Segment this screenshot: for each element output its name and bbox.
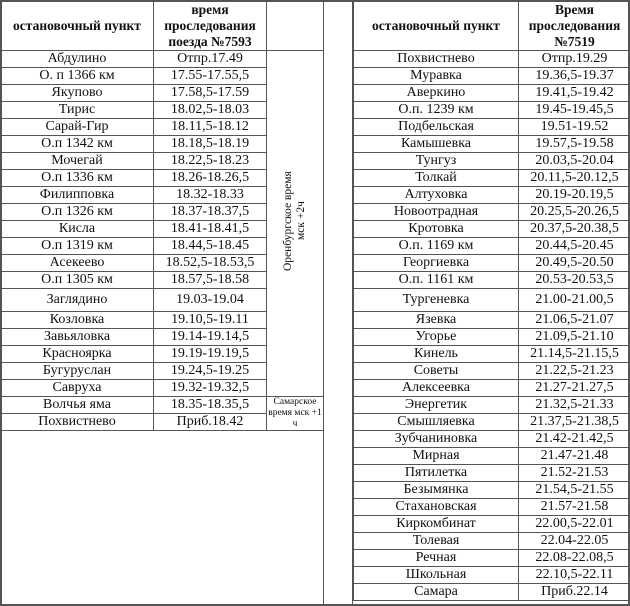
stop-name: Муравка [354, 68, 519, 85]
pass-time: 21.52-21.53 [519, 465, 630, 482]
pass-time: Отпр.19.29 [519, 51, 630, 68]
table-row [354, 550, 630, 567]
pass-time: Приб.18.42 [154, 414, 267, 431]
stop-name: Похвистнево [354, 51, 519, 68]
pass-time: 21.57-21.58 [519, 499, 630, 516]
stop-name: О.п 1342 км [1, 136, 154, 153]
pass-time: 19.14-19.14,5 [154, 329, 267, 346]
stop-name: Сарай-Гир [1, 119, 154, 136]
table-row [354, 85, 630, 102]
pass-time: 20.44,5-20.45 [519, 238, 630, 255]
stop-name: Мирная [354, 448, 519, 465]
pass-time: 20.11,5-20.12,5 [519, 170, 630, 187]
stop-name: О.п. 1239 км [354, 102, 519, 119]
table-row [354, 533, 630, 550]
pass-time: 18.11,5-18.12 [154, 119, 267, 136]
pass-time: 21.06,5-21.07 [519, 312, 630, 329]
stop-name: Пятилетка [354, 465, 519, 482]
train-7519-schedule-table [353, 0, 630, 601]
pass-time: 18.32-18.33 [154, 187, 267, 204]
pass-time: 20.25,5-20.26,5 [519, 204, 630, 221]
stop-name: Кисла [1, 221, 154, 238]
table-row [1, 51, 324, 68]
stop-name: Георгиевка [354, 255, 519, 272]
stop-name: О. п 1366 км [1, 68, 154, 85]
table-row [354, 312, 630, 329]
stop-name: Похвистнево [1, 414, 154, 431]
column-gap [323, 0, 353, 606]
pass-time: 21.54,5-21.55 [519, 482, 630, 499]
pass-time: 18.52,5-18.53,5 [154, 255, 267, 272]
pass-time: 19.24,5-19.25 [154, 363, 267, 380]
table-row [354, 465, 630, 482]
stop-name: Тирис [1, 102, 154, 119]
stop-name: Новоотрадная [354, 204, 519, 221]
stop-name: Школьная [354, 567, 519, 584]
pass-time: 19.41,5-19.42 [519, 85, 630, 102]
stop-name: Камышевка [354, 136, 519, 153]
table-row [354, 272, 630, 289]
stop-name: Советы [354, 363, 519, 380]
stop-name: Толевая [354, 533, 519, 550]
stop-name: Филипповка [1, 187, 154, 204]
header-stop: остановочный пункт [354, 1, 519, 51]
stop-name: Самара [354, 584, 519, 601]
pass-time: 20.03,5-20.04 [519, 153, 630, 170]
pass-time: 21.00-21.00,5 [519, 289, 630, 312]
stop-name: Киркомбинат [354, 516, 519, 533]
table-row [354, 289, 630, 312]
header-time: Время проследования №7519 [519, 1, 630, 51]
stop-name: Безымянка [354, 482, 519, 499]
pass-time: 21.09,5-21.10 [519, 329, 630, 346]
stop-name: Тургеневка [354, 289, 519, 312]
stop-name: Смышляевка [354, 414, 519, 431]
stop-name: Завьяловка [1, 329, 154, 346]
pass-time: 21.42-21.42,5 [519, 431, 630, 448]
pass-time: 19.51-19.52 [519, 119, 630, 136]
table-row [354, 102, 630, 119]
stop-name: Савруха [1, 380, 154, 397]
pass-time: 21.27-21.27,5 [519, 380, 630, 397]
pass-time: 18.22,5-18.23 [154, 153, 267, 170]
table-row [354, 431, 630, 448]
stop-name: Волчья яма [1, 397, 154, 414]
stop-name: Угорье [354, 329, 519, 346]
table-row [354, 329, 630, 346]
header-stop: остановочный пункт [1, 1, 154, 51]
pass-time: 18.41-18.41,5 [154, 221, 267, 238]
orenburg-time-label: Оренбургское время мск +2ч [282, 171, 307, 271]
pass-time: 19.57,5-19.58 [519, 136, 630, 153]
stop-name: Асекеево [1, 255, 154, 272]
table-row [354, 255, 630, 272]
table-row [354, 204, 630, 221]
pass-time: 21.22,5-21.23 [519, 363, 630, 380]
table-row [354, 584, 630, 601]
stop-name: О.п. 1161 км [354, 272, 519, 289]
stop-name: Якупово [1, 85, 154, 102]
table-row [354, 482, 630, 499]
table-row [354, 119, 630, 136]
pass-time: 21.37,5-21.38,5 [519, 414, 630, 431]
table-row [354, 516, 630, 533]
stop-name: Подбельская [354, 119, 519, 136]
pass-time: 20.49,5-20.50 [519, 255, 630, 272]
stop-name: Стахановская [354, 499, 519, 516]
pass-time: 20.19-20.19,5 [519, 187, 630, 204]
table-row [354, 397, 630, 414]
table-row [354, 221, 630, 238]
stop-name: Зубчаниновка [354, 431, 519, 448]
stop-name: Заглядино [1, 289, 154, 312]
pass-time: 22.00,5-22.01 [519, 516, 630, 533]
pass-time: 21.32,5-21.33 [519, 397, 630, 414]
stop-name: Красноярка [1, 346, 154, 363]
pass-time: 19.03-19.04 [154, 289, 267, 312]
table-row [354, 380, 630, 397]
stop-name: Язевка [354, 312, 519, 329]
pass-time: 20.53-20.53,5 [519, 272, 630, 289]
table-row [354, 187, 630, 204]
pass-time: Приб.22.14 [519, 584, 630, 601]
table-row [354, 238, 630, 255]
stop-name: Аверкино [354, 85, 519, 102]
pass-time: 21.14,5-21.15,5 [519, 346, 630, 363]
stop-name: Абдулино [1, 51, 154, 68]
pass-time: 18.37-18.37,5 [154, 204, 267, 221]
train-7593-schedule-table [0, 0, 324, 431]
table-row [354, 414, 630, 431]
stop-name: О.п 1305 км [1, 272, 154, 289]
pass-time: 19.45-19.45,5 [519, 102, 630, 119]
pass-time: 19.36,5-19.37 [519, 68, 630, 85]
table-row [354, 51, 630, 68]
table-row [354, 68, 630, 85]
stop-name: Козловка [1, 312, 154, 329]
stop-name: Алексеевка [354, 380, 519, 397]
table-row [354, 448, 630, 465]
table-row [354, 170, 630, 187]
table-header-row [354, 1, 630, 51]
table-row [354, 346, 630, 363]
header-zone-empty [267, 1, 324, 51]
stop-name: О.п 1336 км [1, 170, 154, 187]
stop-name: Кинель [354, 346, 519, 363]
header-time: время проследования поезда №7593 [154, 1, 267, 51]
stop-name: Энергетик [354, 397, 519, 414]
samara-time-note: Самарское время мск +1 ч [268, 397, 322, 429]
pass-time: 19.10,5-19.11 [154, 312, 267, 329]
pass-time: 22.08-22.08,5 [519, 550, 630, 567]
pass-time: 20.37,5-20.38,5 [519, 221, 630, 238]
stop-name: Кротовка [354, 221, 519, 238]
table-row [354, 153, 630, 170]
table-row [354, 136, 630, 153]
pass-time: 18.02,5-18.03 [154, 102, 267, 119]
pass-time: 17.58,5-17.59 [154, 85, 267, 102]
stop-name: О.п. 1169 км [354, 238, 519, 255]
stop-name: Алтуховка [354, 187, 519, 204]
pass-time: 18.18,5-18.19 [154, 136, 267, 153]
table-row [1, 397, 324, 414]
table-row [354, 499, 630, 516]
pass-time: Отпр.17.49 [154, 51, 267, 68]
pass-time: 19.19-19.19,5 [154, 346, 267, 363]
stop-name: Толкай [354, 170, 519, 187]
table-header-row [1, 1, 324, 51]
pass-time: 17.55-17.55,5 [154, 68, 267, 85]
pass-time: 18.26-18.26,5 [154, 170, 267, 187]
stop-name: Бугуруслан [1, 363, 154, 380]
pass-time: 22.04-22.05 [519, 533, 630, 550]
table-row [354, 567, 630, 584]
pass-time: 21.47-21.48 [519, 448, 630, 465]
pass-time: 22.10,5-22.11 [519, 567, 630, 584]
pass-time: 18.35-18.35,5 [154, 397, 267, 414]
orenburg-time-note [267, 51, 324, 397]
table-row [354, 363, 630, 380]
stop-name: Мочегай [1, 153, 154, 170]
stop-name: О.п 1326 км [1, 204, 154, 221]
pass-time: 18.57,5-18.58 [154, 272, 267, 289]
pass-time: 19.32-19.32,5 [154, 380, 267, 397]
stop-name: Тунгуз [354, 153, 519, 170]
stop-name: Речная [354, 550, 519, 567]
stop-name: О.п 1319 км [1, 238, 154, 255]
pass-time: 18.44,5-18.45 [154, 238, 267, 255]
